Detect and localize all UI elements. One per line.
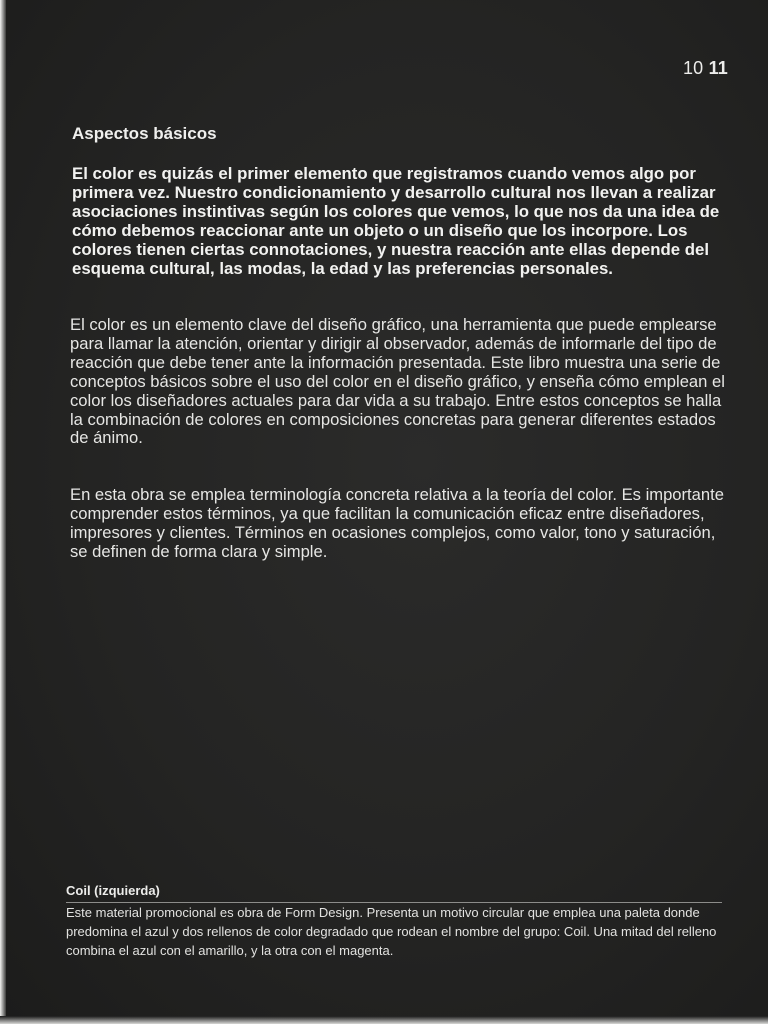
page-edge-bottom bbox=[0, 1016, 768, 1024]
page-numbers bbox=[683, 58, 728, 79]
body-paragraph-color-role: El color es un elemento clave del diseño gráfico, una herramienta que puede emplearse para llamar la atención, orientar y dirigir al observador, además de informarle del tipo de reacción que debe tener ante la información presentada. Este libro muestra una serie de conceptos básicos sobre el uso del color en el diseño gráfico, y enseña cómo emplean el color los diseñadores actuales para dar vida a su trabajo. Entre estos conceptos se halla la combinación de colores en composiciones concretas para generar diferentes estados de ánimo. bbox=[70, 315, 725, 448]
page-number-left: 10 bbox=[682, 58, 704, 78]
intro-paragraph: El color es quizás el primer elemento que registramos cuando vemos algo por primera vez. Nuestro condicionamiento y desarrollo cultural nos llevan a realizar asociaciones instintivas según los colores que vemos, lo que nos da una idea de cómo debemos reaccionar ante un objeto o un diseño que los incorpore. Los colores tienen ciertas connotaciones, y nuestra reacción ante ellas depende del esquema cultural, las modas, la edad y las preferencias personales. bbox=[72, 164, 720, 279]
page-number-right: 11 bbox=[708, 58, 728, 78]
caption-text: Este material promocional es obra de Form Design. Presenta un motivo circular que emplea una paleta donde predomina el azul y dos rellenos de color degradado que rodean el nombre del grupo: Coil. Una mitad del relleno combina el azul con el amarillo, y la otra con el magenta. bbox=[66, 905, 717, 958]
section-heading: Aspectos básicos bbox=[72, 124, 217, 143]
page-edge-left bbox=[0, 0, 6, 1024]
caption-title: Coil (izquierda) bbox=[66, 883, 160, 898]
body-paragraph-terminology: En esta obra se emplea terminología concreta relativa a la teoría del color. Es importante comprender estos términos, ya que facilitan la comunicación eficaz entre diseñadores, impresores y clientes. Términos en ocasiones complejos, como valor, tono y saturación, se definen de forma clara y simple. bbox=[70, 485, 724, 561]
caption-divider bbox=[66, 902, 722, 903]
